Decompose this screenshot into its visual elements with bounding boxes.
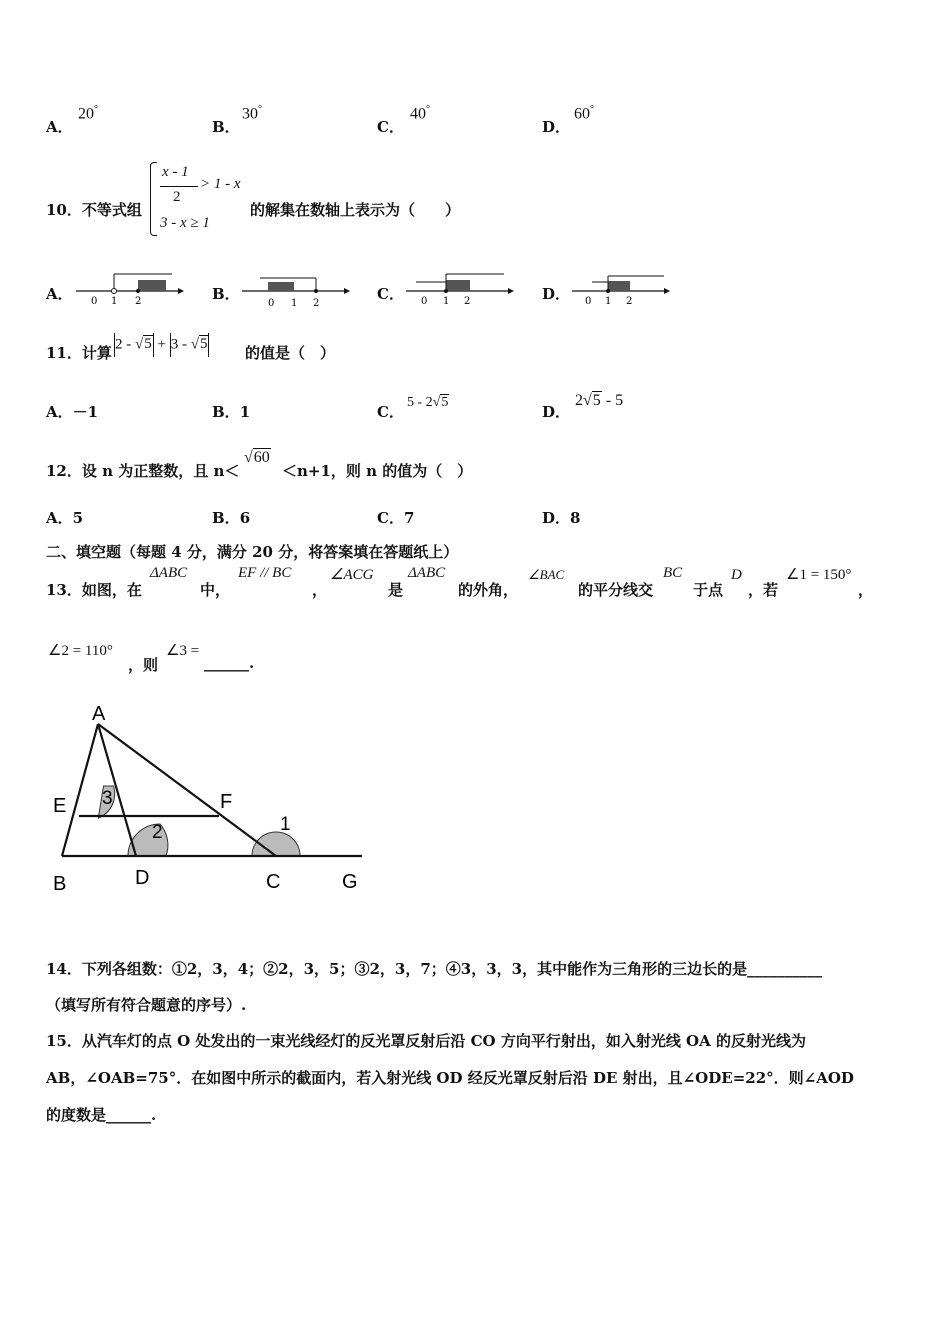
q10-option-d-label: D．: [542, 285, 571, 303]
q10-option-b-numberline: [240, 268, 352, 308]
q13-math-4: ΔABC: [408, 565, 446, 581]
q10-option-c-numberline: [404, 268, 516, 308]
tick-1: 1: [111, 296, 118, 307]
q13-text-9: ，: [858, 581, 874, 599]
q13-text-3: ，: [312, 581, 328, 599]
q12-option-d: D．8: [542, 509, 581, 527]
q9-option-c-value: 40°: [410, 104, 430, 123]
q13-math-6: BC: [663, 565, 683, 581]
q10-prefix: 10．不等式组: [46, 201, 142, 219]
angle-2-label: 2: [152, 822, 163, 843]
q13-math-8: ∠1 = 150°: [786, 567, 852, 583]
q9-option-c-label: C．: [377, 118, 404, 136]
q9-option-b-label: B．: [212, 118, 240, 136]
point-a-label: A: [92, 703, 106, 725]
tick-2: 2: [135, 296, 142, 307]
q14-line-2: （填写所有符合题意的序号）.: [46, 996, 247, 1014]
q15-line-2: AB，∠OAB=75°．在如图中所示的截面内，若入射光线 OD 经反光罩反射后沿 DE 射出，且∠ODE=22°．则∠AOD: [46, 1069, 854, 1087]
tick-0: 0: [91, 296, 98, 307]
q11-option-b: B．1: [212, 403, 251, 421]
q11-option-d-label: D．: [542, 403, 571, 421]
q11-option-c-label: C．: [377, 403, 404, 421]
tick-1: 1: [291, 298, 298, 308]
tick-0: 0: [421, 296, 428, 307]
q9-option-d-label: D．: [542, 118, 571, 136]
tick-1: 1: [443, 296, 450, 307]
q13-math-10: ∠3 =: [166, 643, 200, 659]
tick-2: 2: [626, 296, 633, 307]
q13-text-5: 的外角，: [458, 581, 519, 599]
sys-line2: 3 - x ≥ 1: [160, 215, 210, 231]
q13-math-9: ∠2 = 110°: [48, 643, 113, 659]
tick-2: 2: [464, 296, 471, 307]
q13-answer-blank: ______.: [204, 654, 255, 672]
q14-line-1: 14．下列各组数：①2，3，4；②2，3，5；③2，3，7；④3，3，3，其中能作为三角形的三边长的是__________: [46, 960, 823, 978]
q15-line-3: 的度数是______.: [46, 1106, 157, 1124]
point-g-label: G: [342, 871, 358, 893]
q13-math-7: D: [731, 567, 742, 583]
q13-text-7: 于点: [693, 581, 724, 599]
point-b-label: B: [53, 873, 67, 895]
q9-option-a-label: A．: [46, 118, 73, 136]
q11-prefix: 11．计算: [46, 344, 112, 362]
q13-math-5: ∠BAC: [528, 567, 565, 582]
q11-option-d-value: 2√5 - 5: [575, 392, 624, 409]
q10-suffix: 的解集在数轴上表示为（ ）: [250, 201, 461, 219]
q13-text-2: 中，: [200, 581, 231, 599]
q13-text-1: 13．如图，在: [46, 581, 142, 599]
q11-option-a: A．－1: [46, 403, 99, 421]
q13-math-2: EF // BC: [238, 565, 292, 581]
q11-option-c-value: 5 - 2√5: [407, 395, 449, 410]
q13-triangle-figure: [40, 700, 380, 900]
sys-line1-rest: > 1 - x: [200, 176, 241, 192]
angle-3-label: 3: [102, 788, 113, 809]
q9-option-d-value: 60°: [574, 104, 594, 123]
point-d-label: D: [135, 867, 150, 889]
q13-text-10: ，则: [128, 656, 159, 674]
q15-line-1: 15．从汽车灯的点 O 处发出的一束光线经灯的反光罩反射后沿 CO 方向平行射出，如入射光线 OA 的反射光线为: [46, 1032, 806, 1050]
q12-option-b: B．6: [212, 509, 251, 527]
section-2-title: 二、填空题（每题 4 分，满分 20 分，将答案填在答题纸上）: [46, 543, 459, 561]
point-e-label: E: [53, 795, 67, 817]
sys-line1-denominator: 2: [173, 189, 181, 205]
q10-option-a-numberline: [74, 268, 184, 308]
segment-ab: [62, 724, 98, 856]
q13-text-6: 的平分线交: [578, 581, 654, 599]
angle-1-label: 1: [280, 814, 291, 835]
tick-0: 0: [585, 296, 592, 307]
sys-line1-numerator: x - 1: [162, 164, 189, 180]
q12-suffix: ＜n+1，则 n 的值为（ ）: [282, 462, 473, 480]
q9-option-b-value: 30°: [242, 104, 262, 123]
tick-0: 0: [268, 298, 275, 308]
q13-math-3: ∠ACG: [330, 567, 374, 583]
q10-option-a-label: A．: [46, 285, 73, 303]
q11-expression: 2 - √5 + 3 - √5: [114, 333, 209, 357]
tick-2: 2: [313, 298, 320, 308]
tick-1: 1: [605, 296, 612, 307]
q12-radical: √60: [244, 449, 270, 466]
segment-ac: [98, 724, 276, 856]
q11-suffix: 的值是（ ）: [245, 344, 336, 362]
q9-option-a-value: 20°: [78, 104, 98, 123]
q10-option-b-label: B．: [212, 285, 240, 303]
q10-option-d-numberline: [570, 268, 674, 308]
q13-text-8: ，若: [748, 581, 779, 599]
q13-text-4: 是: [388, 581, 404, 599]
fraction-bar: [160, 186, 198, 187]
q13-math-1: ΔABC: [150, 565, 188, 581]
q12-option-a: A．5: [46, 509, 84, 527]
q12-prefix: 12．设 n 为正整数，且 n＜: [46, 462, 240, 480]
point-f-label: F: [220, 791, 233, 813]
system-brace: [150, 162, 157, 236]
point-c-label: C: [266, 871, 281, 893]
q12-option-c: C．7: [377, 509, 415, 527]
q10-option-c-label: C．: [377, 285, 404, 303]
